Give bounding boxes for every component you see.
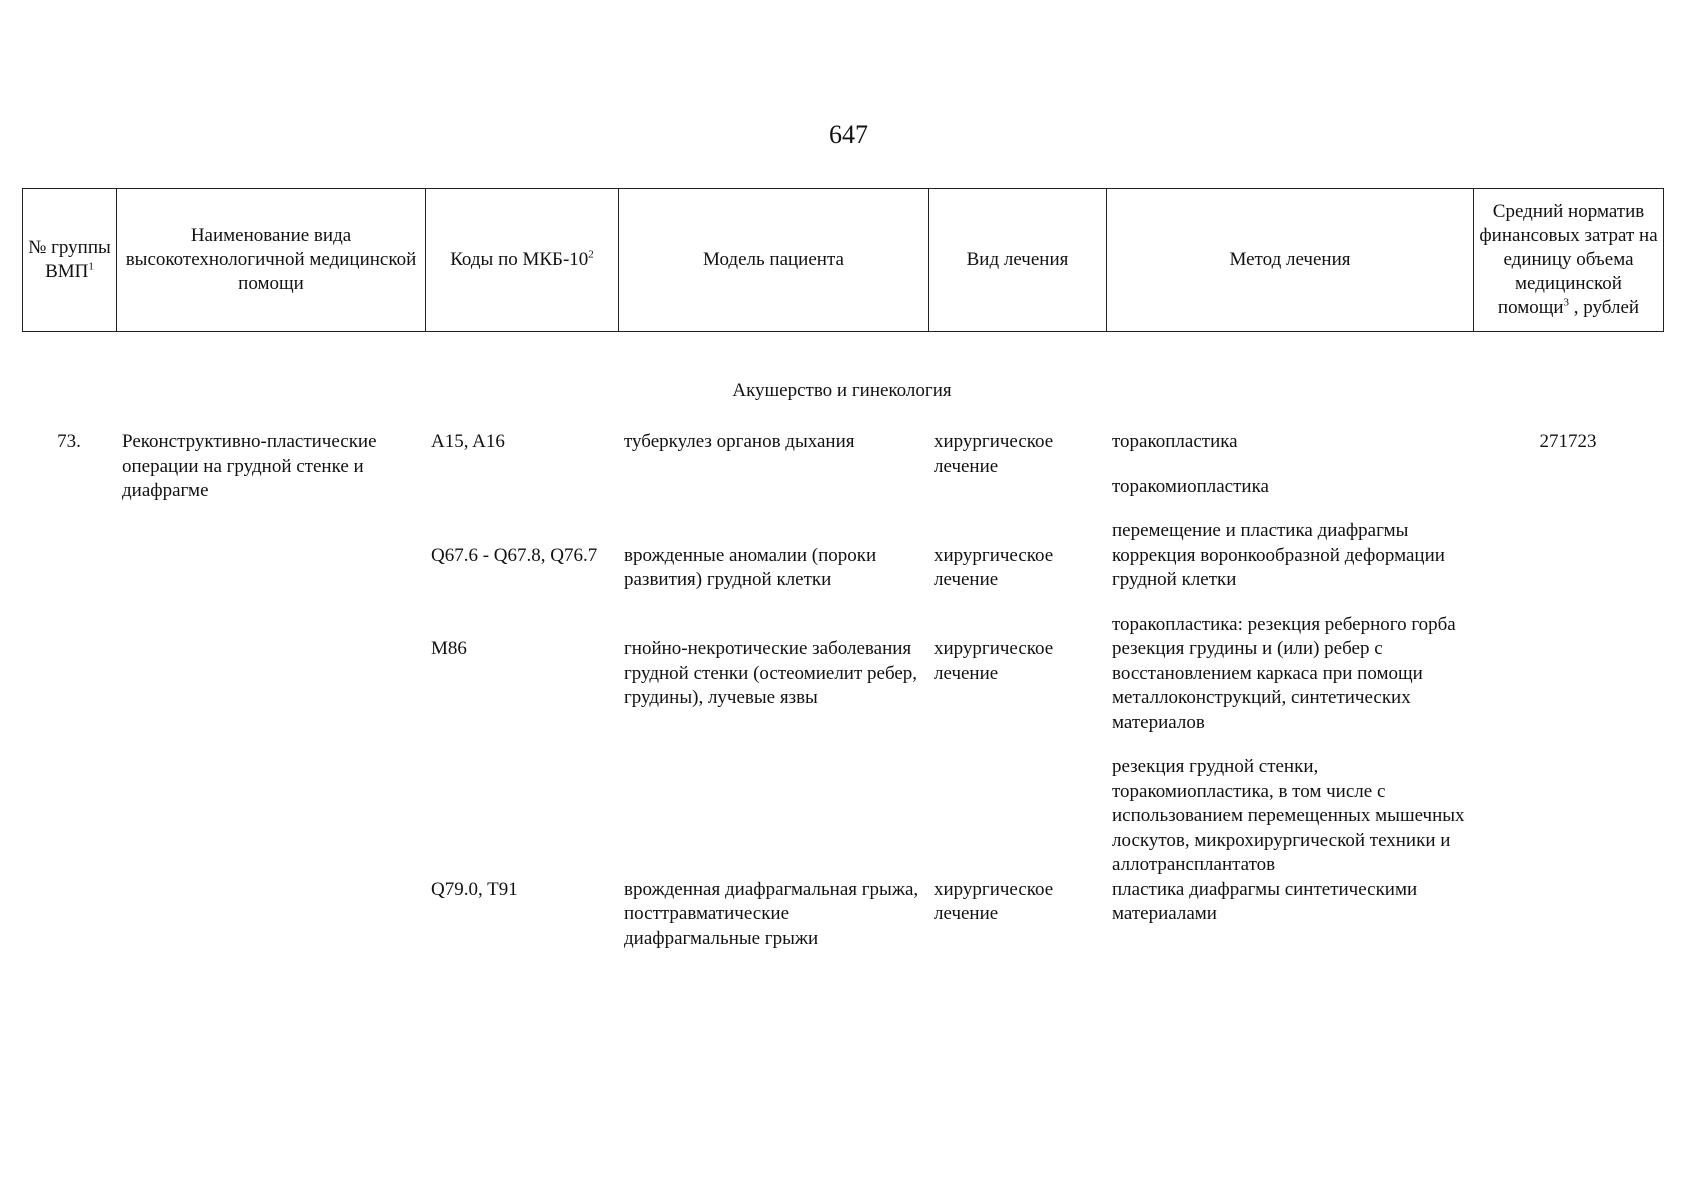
table-row: [22, 430, 1663, 544]
treatment-method-item: перемещение и пластика диафрагмы: [1112, 520, 1409, 541]
section-title: Акушерство и гинекология: [732, 380, 952, 401]
icd-codes: M86: [431, 638, 467, 659]
treatment-method-item: коррекция воронкообразной деформации грудной клетки: [1112, 544, 1445, 590]
patient-model: туберкулез органов дыхания: [624, 431, 855, 452]
treatment-type: хирургическое лечение: [934, 878, 1054, 924]
treatment-method-item: торакопластика: [1112, 431, 1238, 452]
treatment-methods: [1106, 544, 1473, 638]
icd-codes: Q79.0, T91: [431, 878, 518, 900]
page-number: 647: [829, 120, 868, 149]
treatment-method-item: торакопластика: резекция реберного горба: [1112, 613, 1456, 635]
patient-model: гнойно-некротические заболевания грудной стенки (остеомиелит ребер, грудины), лучевые язвы: [624, 638, 918, 708]
entry-number: 73.: [57, 431, 81, 452]
header-care-type-name: Наименование вида высокотехнологичной медицинской помощи: [117, 189, 426, 332]
treatment-method-item: резекция грудной стенки, торакомиопластика, в том числе с использованием перемещенных мышечных лоскутов, микрохирургической техники и аллотрансплантатов: [1112, 756, 1465, 875]
patient-model: врожденные аномалии (пороки развития) грудной клетки: [624, 544, 877, 590]
header-treatment-type: Вид лечения: [929, 189, 1107, 332]
treatment-type: хирургическое лечение: [934, 544, 1054, 590]
icd-codes: A15, A16: [431, 431, 505, 452]
header-cost-norm: Средний норматив финансовых затрат на единицу объема медицинской помощи$^3$ , рублей: [1474, 189, 1664, 332]
treatment-type: хирургическое лечение: [934, 638, 1054, 684]
header-patient-model: Модель пациента: [619, 189, 929, 332]
header-treatment-method: Метод лечения: [1107, 189, 1474, 332]
header-icd-codes: Коды по МКБ-$10^2$: [426, 189, 619, 332]
cost-value: 271723: [1539, 431, 1597, 452]
icd-codes: Q67.6 - Q67.8, Q76.7: [431, 544, 598, 566]
treatment-methods: [1106, 637, 1473, 878]
treatment-method-item: торакомиопластика: [1112, 475, 1269, 497]
treatment-method-item: резекция грудины и (или) ребер с восстановлением каркаса при помощи металлоконструкций, синтетических материалов: [1112, 638, 1423, 733]
treatment-method-item: пластика диафрагмы синтетическими материалами: [1112, 878, 1418, 924]
treatment-methods: [1106, 878, 1473, 952]
table-body: [22, 430, 1663, 951]
entry-name: Реконструктивно-пластические операции на грудной стенке и диафрагме: [122, 431, 377, 501]
table-header: [22, 188, 1664, 332]
patient-model: врожденная диафрагмальная грыжа, посттравматические диафрагмальные грыжи: [624, 878, 919, 949]
treatment-type: хирургическое лечение: [934, 431, 1054, 477]
header-group-number: № группы ВМП$^1$: [23, 189, 117, 332]
treatment-methods: [1106, 430, 1473, 544]
